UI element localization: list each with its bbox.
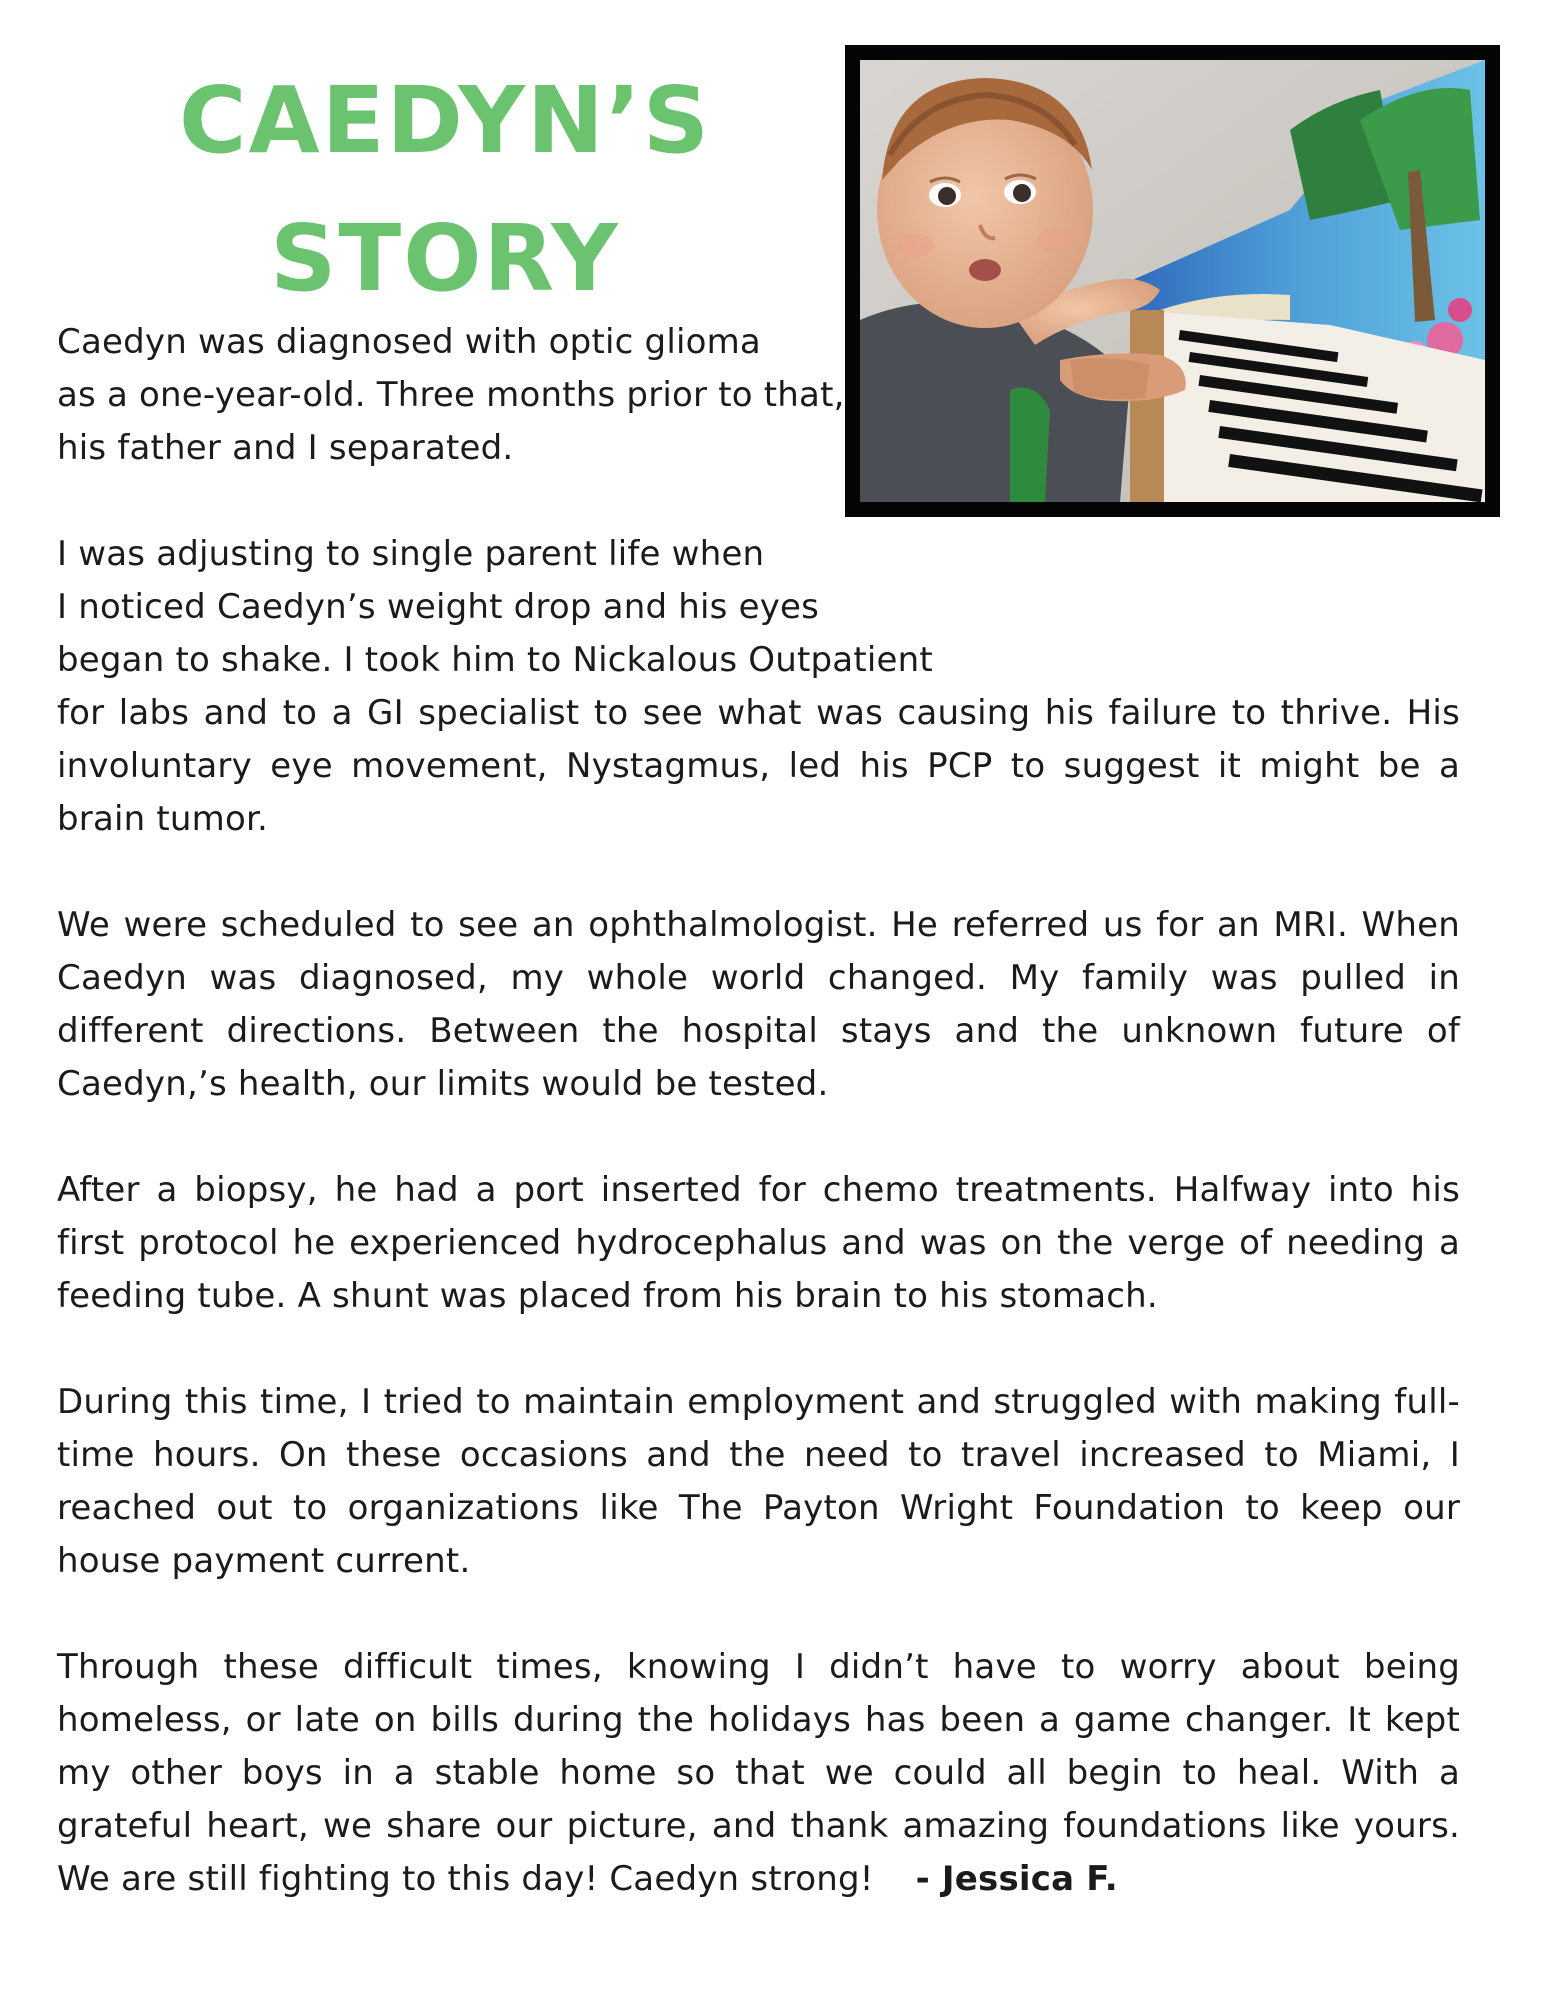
story-body: [57, 316, 1460, 1906]
page-title: [95, 52, 795, 328]
para2-line-3: began to shake. I took him to Nickalous Outpatient: [57, 640, 933, 680]
intro-line-2: as a one-year-old. Three months prior to that,: [57, 375, 845, 415]
title-line-2: STORY: [270, 205, 620, 312]
intro-line-3: his father and I separated.: [57, 428, 514, 468]
paragraph-2: [57, 528, 1460, 846]
paragraph-5: During this time, I tried to maintain employment and struggled with making full-time hours. On these occasions and the need to travel increased to Miami, I reached out to organizations like The Payton Wright Foundation to keep our house payment current.: [57, 1382, 1460, 1581]
para2-line-2: I noticed Caedyn’s weight drop and his eyes: [57, 587, 820, 627]
paragraph-intro: [57, 316, 1460, 475]
para2-rest: for labs and to a GI specialist to see what was causing his failure to thrive. His involuntary eye movement, Nystagmus, led his PCP to suggest it might be a brain tumor.: [57, 693, 1460, 839]
paragraph-6: [57, 1641, 1460, 1906]
paragraph-3: We were scheduled to see an ophthalmologist. He referred us for an MRI. When Caedyn was diagnosed, my whole world changed. My family was pulled in different directions. Between the hospital stays and the unknown future of Caedyn,’s health, our limits would be tested.: [57, 905, 1460, 1104]
paragraph-4: After a biopsy, he had a port inserted for chemo treatments. Halfway into his first protocol he experienced hydrocephalus and was on the verge of needing a feeding tube. A shunt was placed from his brain to his stomach.: [57, 1170, 1460, 1316]
signature: - Jessica F.: [915, 1859, 1118, 1899]
para2-line-1: I was adjusting to single parent life when: [57, 534, 765, 574]
title-line-1: CAEDYN’S: [178, 67, 712, 174]
intro-line-1: Caedyn was diagnosed with optic glioma: [57, 322, 761, 362]
para6-text: Through these difficult times, knowing I didn’t have to worry about being homeless, or late on bills during the holidays has been a game changer. It kept my other boys in a stable home so that we could all begin to heal. With a grateful heart, we share our picture, and thank amazing foundations like yours. We are still fighting to this day! Caedyn strong!: [57, 1647, 1460, 1899]
